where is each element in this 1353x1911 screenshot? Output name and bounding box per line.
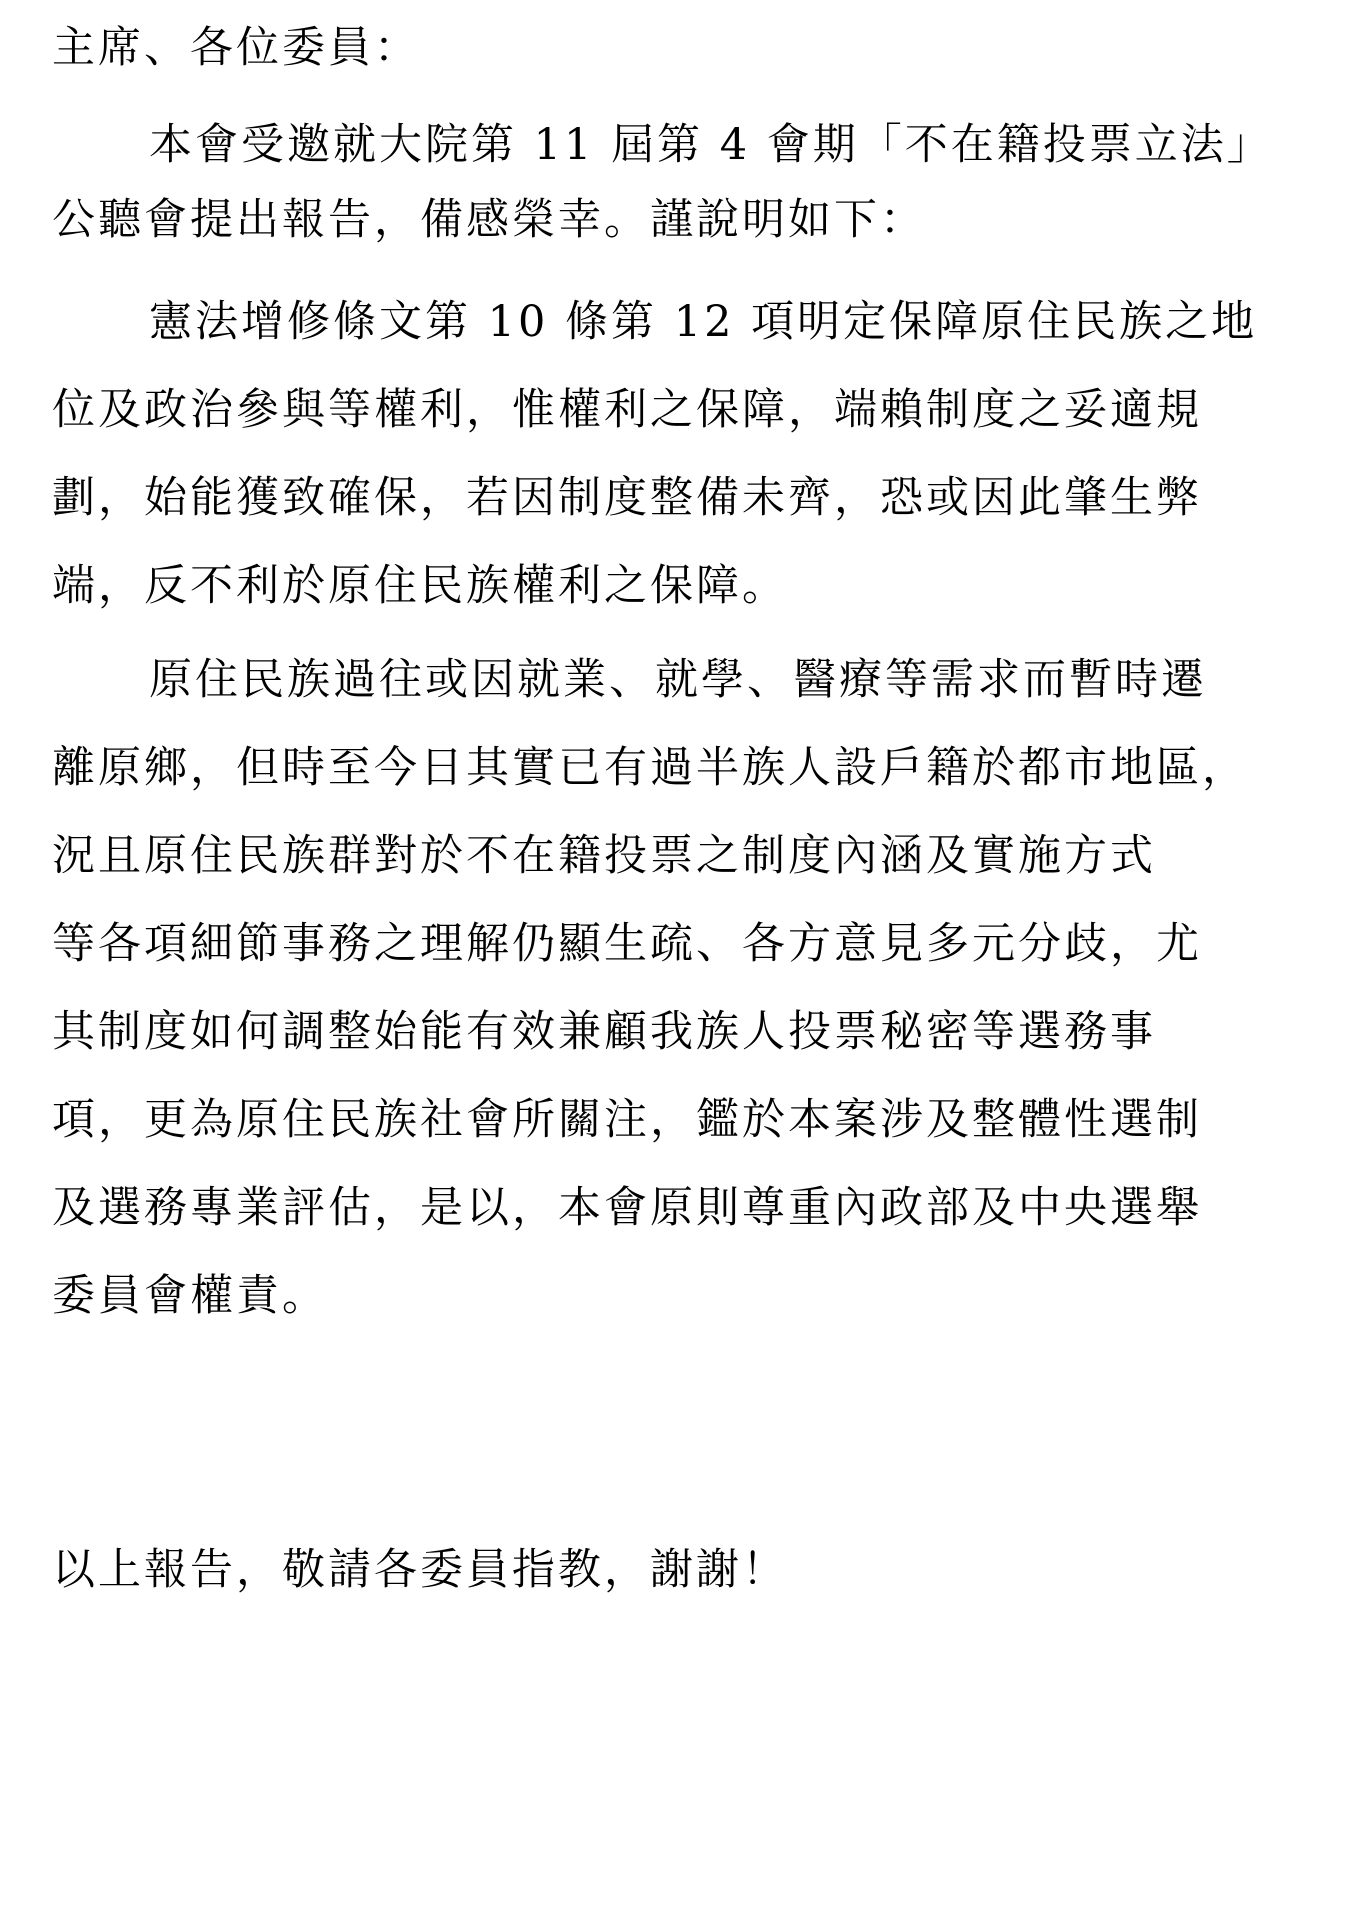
paragraph-2-line-4: 端，反不利於原住民族權利之保障。	[52, 561, 788, 611]
paragraph-3-line-6: 項，更為原住民族社會所關注，鑑於本案涉及整體性選制	[52, 1095, 1202, 1145]
paragraph-3-line-2: 離原鄉，但時至今日其實已有過半族人設戶籍於都市地區，	[52, 743, 1248, 793]
paragraph-3-line-8: 委員會權責。	[52, 1271, 328, 1321]
salutation: 主席、各位委員：	[52, 23, 420, 73]
paragraph-2-line-1: 憲法增修條文第 10 條第 12 項明定保障原住民族之地	[149, 297, 1258, 347]
paragraph-2-line-2: 位及政治參與等權利，惟權利之保障，端賴制度之妥適規	[52, 385, 1202, 435]
paragraph-1-line-1: 本會受邀就大院第 11 屆第 4 會期「不在籍投票立法」	[149, 120, 1273, 170]
closing-remark: 以上報告，敬請各委員指教，謝謝！	[52, 1545, 788, 1595]
paragraph-3-line-1: 原住民族過往或因就業、就學、醫療等需求而暫時遷	[149, 655, 1207, 705]
paragraph-1-line-2: 公聽會提出報告，備感榮幸。謹說明如下：	[52, 195, 926, 245]
paragraph-3-line-5: 其制度如何調整始能有效兼顧我族人投票秘密等選務事	[52, 1007, 1156, 1057]
paragraph-2-line-3: 劃，始能獲致確保，若因制度整備未齊，恐或因此肇生弊	[52, 473, 1202, 523]
paragraph-3-line-4: 等各項細節事務之理解仍顯生疏、各方意見多元分歧，尤	[52, 919, 1202, 969]
paragraph-3-line-3: 況且原住民族群對於不在籍投票之制度內涵及實施方式	[52, 831, 1156, 881]
paragraph-3-line-7: 及選務專業評估，是以，本會原則尊重內政部及中央選舉	[52, 1183, 1202, 1233]
